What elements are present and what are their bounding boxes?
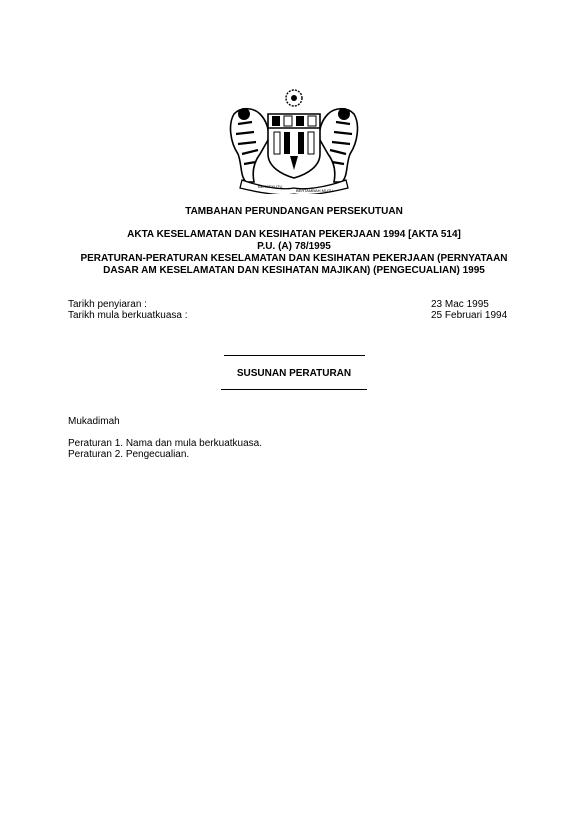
effective-date-value: 25 Februari 1994 (431, 310, 508, 321)
arrangement-heading: SUSUNAN PERATURAN (236, 368, 352, 379)
effective-date-label: Tarikh mula berkuatkuasa : (68, 310, 188, 321)
pu-reference: P.U. (A) 78/1995 (257, 241, 331, 252)
act-title: AKTA KESELAMATAN DAN KESIHATAN PEKERJAAN 1994 [AKTA 514] (127, 229, 461, 240)
publication-date-value: 23 Mac 1995 (431, 299, 489, 310)
supplement-title: TAMBAHAN PERUNDANGAN PERSEKUTUAN (185, 206, 403, 217)
preamble-link[interactable]: Mukadimah (68, 416, 120, 427)
crest-motto-right: BERTAMBAH MUTU (296, 188, 334, 193)
regulation-title-line-1: PERATURAN-PERATURAN KESELAMATAN DAN KESIHATAN PEKERJAAN (PERNYATAAN (80, 253, 508, 264)
malaysia-coat-of-arms-emblem (224, 84, 364, 194)
divider-bottom (221, 389, 367, 390)
divider-top (224, 355, 365, 356)
publication-date-label: Tarikh penyiaran : (68, 299, 147, 310)
regulation-2-item[interactable]: Peraturan 2. Pengecualian. (68, 449, 190, 460)
regulation-1-item[interactable]: Peraturan 1. Nama dan mula berkuatkuasa. (68, 438, 262, 449)
regulation-title-line-2: DASAR AM KESELAMATAN DAN KESIHATAN MAJIKAN) (PENGECUALIAN) 1995 (103, 265, 485, 276)
effective-date-row (68, 310, 520, 322)
crest-motto-left: BERSEKUTU (258, 184, 283, 189)
federal-star-icon (286, 90, 302, 106)
